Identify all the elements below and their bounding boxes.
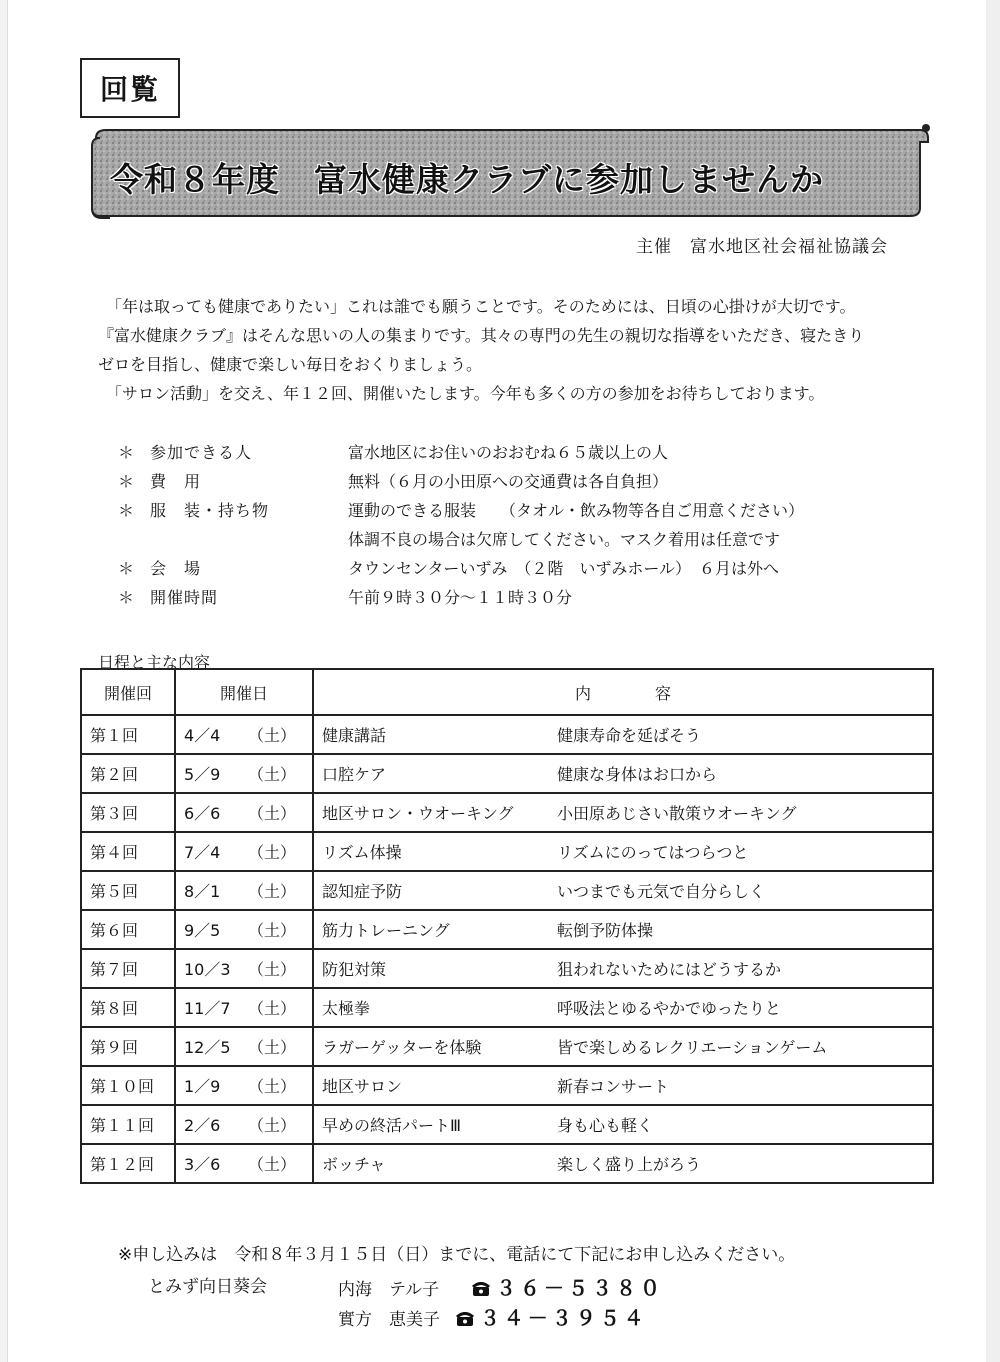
day-of-week: （土） [247, 1038, 296, 1057]
day-of-week: （土） [247, 882, 296, 901]
content-cell [313, 1144, 933, 1183]
date-cell [175, 949, 313, 988]
session-date: 2／6 [184, 1116, 221, 1135]
table-row [81, 1066, 933, 1105]
session-title: リズム体操 [322, 843, 402, 862]
session-number-cell [81, 949, 175, 988]
session-title: 早めの終活パートⅢ [322, 1116, 462, 1135]
session-date: 3／6 [184, 1155, 221, 1174]
session-number: 第１２回 [90, 1155, 155, 1174]
session-description: 健康寿命を延ばそう [557, 726, 702, 745]
date-cell [175, 793, 313, 832]
day-of-week: （土） [247, 960, 296, 979]
session-number: 第１１回 [90, 1116, 155, 1135]
session-description: 皆で楽しめるレクリエーションゲーム [557, 1038, 828, 1057]
contact-row [338, 1302, 648, 1331]
day-of-week: （土） [247, 1155, 296, 1174]
session-description: 狙われないためにはどうするか [557, 960, 782, 979]
session-number: 第１０回 [90, 1077, 155, 1096]
table-row [81, 910, 933, 949]
session-number-cell [81, 1105, 175, 1144]
session-description: 呼吸法とゆるやかでゆったりと [557, 999, 781, 1018]
session-date: 8／1 [184, 882, 221, 901]
session-number: 第６回 [90, 921, 139, 940]
session-number-cell [81, 1027, 175, 1066]
date-cell [175, 754, 313, 793]
session-date: 1／9 [184, 1077, 221, 1096]
contact-name: 實方 恵美子 [338, 1310, 440, 1330]
column-header-date: 開催日 [175, 669, 313, 715]
document-page [8, 0, 986, 1362]
table-row [81, 754, 933, 793]
session-description: いつまでも元気で自分らしく [557, 882, 766, 901]
page-edge [986, 0, 1000, 1362]
session-description: 小田原あじさい散策ウオーキング [557, 804, 797, 823]
session-number-cell [81, 1144, 175, 1183]
intro-line: 『富水健康クラブ』はそんな思いの人の集まりです。其々の専門の先生の親切な指導をいただき、寝たきり [98, 326, 865, 345]
bullet-star: ＊ [118, 588, 135, 607]
contact-phone: ３６－５３８０ [495, 1276, 664, 1300]
session-description: リズムにのってはつらつと [557, 843, 749, 862]
date-cell [175, 715, 313, 754]
circulation-badge: 回覧 [80, 58, 180, 118]
schedule-heading: 日程と主な内容 [98, 653, 211, 672]
session-date: 7／4 [184, 843, 221, 862]
session-number-cell [81, 910, 175, 949]
table-row [81, 1144, 933, 1183]
bullet-star: ＊ [118, 501, 135, 520]
column-header-content: 内 容 [313, 669, 933, 715]
session-date: 6／6 [184, 804, 221, 823]
session-number: 第５回 [90, 882, 139, 901]
info-row [118, 585, 948, 614]
info-row [118, 556, 948, 585]
table-header-row [81, 669, 933, 715]
session-date: 10／3 [184, 960, 231, 979]
content-cell [313, 910, 933, 949]
day-of-week: （土） [247, 1116, 296, 1135]
date-cell [175, 1027, 313, 1066]
column-header-session: 開催回 [81, 669, 175, 715]
application-notice: ※申し込みは 令和８年３月１５日（日）までに、電話にて下記にお申し込みください。 [118, 1245, 796, 1265]
day-of-week: （土） [247, 765, 296, 784]
session-title: ボッチャ [322, 1155, 386, 1174]
session-number: 第１回 [90, 726, 139, 745]
session-title: 防犯対策 [322, 960, 387, 979]
info-row [118, 498, 948, 527]
session-number-cell [81, 793, 175, 832]
intro-paragraph [98, 292, 948, 408]
content-cell [313, 949, 933, 988]
date-cell [175, 1144, 313, 1183]
content-cell [313, 715, 933, 754]
session-title: ラガーゲッターを体験 [322, 1038, 482, 1057]
telephone-icon [456, 1312, 474, 1326]
day-of-week: （土） [247, 999, 296, 1018]
bullet-star: ＊ [118, 443, 135, 462]
date-cell [175, 988, 313, 1027]
session-number-cell [81, 871, 175, 910]
contact-name: 内海 テル子 [338, 1280, 440, 1300]
session-description: 健康な身体はお口から [557, 765, 718, 784]
schedule-table [80, 668, 934, 1184]
table-row [81, 715, 933, 754]
table-row [81, 871, 933, 910]
session-date: 4／4 [184, 726, 221, 745]
session-title: 筋力トレーニング [322, 921, 450, 940]
title-banner [88, 124, 930, 220]
session-title: 口腔ケア [322, 765, 387, 784]
page-title: 令和８年度 富水健康クラブに参加しませんか [110, 160, 824, 199]
date-cell [175, 910, 313, 949]
session-date: 12／5 [184, 1038, 231, 1057]
day-of-week: （土） [247, 1077, 296, 1096]
session-number-cell [81, 988, 175, 1027]
date-cell [175, 1066, 313, 1105]
table-row [81, 988, 933, 1027]
info-label: 開催時間 [150, 588, 219, 607]
session-date: 9／5 [184, 921, 221, 940]
contact-phone: ３４－３９５４ [479, 1306, 648, 1330]
session-number: 第３回 [90, 804, 139, 823]
info-value: 富水地区にお住いのおおむね６５歳以上の人 [348, 443, 669, 462]
content-cell [313, 754, 933, 793]
bullet-star: ＊ [118, 559, 135, 578]
day-of-week: （土） [247, 921, 296, 940]
date-cell [175, 832, 313, 871]
event-info-list [118, 440, 948, 614]
telephone-icon [472, 1282, 490, 1296]
date-cell [175, 871, 313, 910]
intro-line: 「サロン活動」を交え、年１２回、開催いたします。今年も多くの方の参加をお待ちしております。 [106, 384, 825, 403]
table-row [81, 832, 933, 871]
session-date: 5／9 [184, 765, 221, 784]
intro-line: 「年は取っても健康でありたい」これは誰でも願うことです。そのためには、日頃の心掛けが大切です。 [106, 297, 856, 316]
info-label: 参加できる人 [150, 443, 253, 462]
day-of-week: （土） [247, 726, 296, 745]
table-row [81, 793, 933, 832]
date-cell [175, 1105, 313, 1144]
table-row [81, 949, 933, 988]
session-number: 第９回 [90, 1038, 139, 1057]
content-cell [313, 988, 933, 1027]
info-value: 運動のできる服装 （タオル・飲み物等各自ご用意ください） [348, 501, 805, 520]
info-label: 服 装・持ち物 [150, 501, 270, 520]
info-row [118, 469, 948, 498]
session-description: 転倒予防体操 [557, 921, 654, 940]
session-title: 地区サロン [322, 1077, 403, 1096]
session-title: 認知症予防 [322, 882, 403, 901]
info-value: 午前９時３０分～１１時３０分 [348, 588, 573, 607]
bullet-star: ＊ [118, 472, 135, 491]
intro-line: ゼロを目指し、健康で楽しい毎日をおくりましょう。 [98, 355, 483, 374]
content-cell [313, 793, 933, 832]
table-row [81, 1105, 933, 1144]
info-value: 体調不良の場合は欠席してください。マスク着用は任意です [348, 530, 781, 549]
table-row [81, 1027, 933, 1066]
info-value: タウンセンターいずみ （２階 いずみホール） ６月は外へ [348, 559, 780, 578]
session-date: 11／7 [184, 999, 231, 1018]
contact-row [338, 1272, 664, 1301]
content-cell [313, 1105, 933, 1144]
session-title: 地区サロン・ウオーキング [322, 804, 514, 823]
info-value: 無料（６月の小田原への交通費は各自負担） [348, 472, 669, 491]
group-name: とみず向日葵会 [148, 1277, 267, 1297]
session-description: 新春コンサート [557, 1077, 670, 1096]
session-number-cell [81, 1066, 175, 1105]
session-description: 身も心も軽く [557, 1116, 654, 1135]
session-title: 健康講話 [322, 726, 387, 745]
session-number-cell [81, 832, 175, 871]
session-title: 太極拳 [322, 999, 371, 1018]
day-of-week: （土） [247, 804, 296, 823]
session-number: 第８回 [90, 999, 139, 1018]
session-number: 第２回 [90, 765, 139, 784]
day-of-week: （土） [247, 843, 296, 862]
session-description: 楽しく盛り上がろう [557, 1155, 702, 1174]
session-number: 第４回 [90, 843, 139, 862]
sponsor-line: 主催 富水地区社会福祉協議会 [636, 237, 888, 257]
content-cell [313, 832, 933, 871]
session-number: 第７回 [90, 960, 139, 979]
info-row [118, 527, 948, 556]
info-label: 会 場 [150, 559, 202, 578]
session-number-cell [81, 715, 175, 754]
content-cell [313, 871, 933, 910]
content-cell [313, 1027, 933, 1066]
session-number-cell [81, 754, 175, 793]
info-label: 費 用 [150, 472, 202, 491]
info-row [118, 440, 948, 469]
content-cell [313, 1066, 933, 1105]
